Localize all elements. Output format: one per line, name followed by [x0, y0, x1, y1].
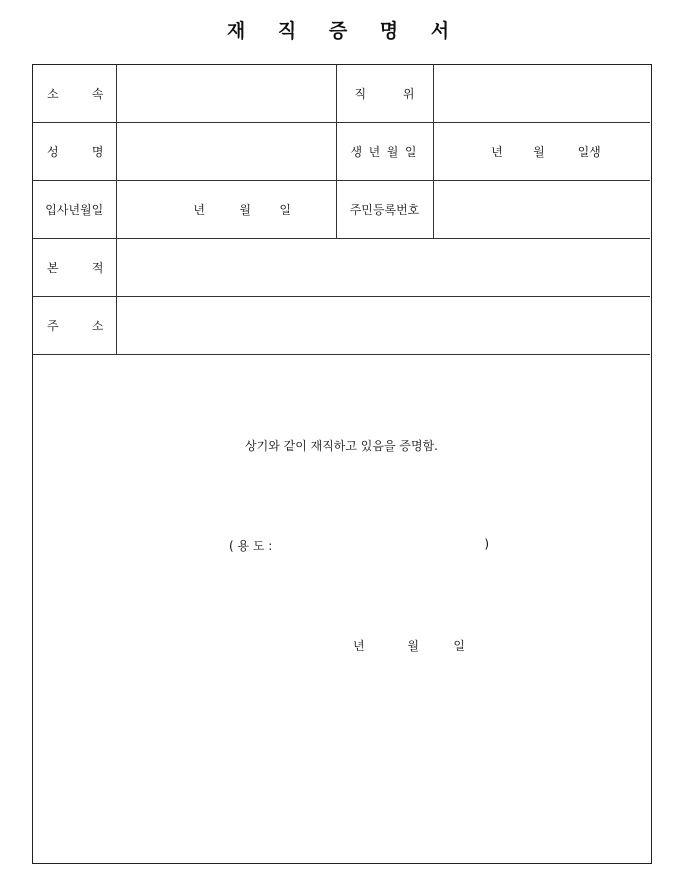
birth-date-label-cell [336, 123, 433, 181]
issue-day-unit: 일 [453, 639, 465, 653]
address-label-char: 소 [91, 319, 104, 333]
birth-date-value-cell[interactable] [433, 123, 650, 181]
purpose-value[interactable] [272, 537, 484, 554]
hire-date-value-cell[interactable] [116, 181, 336, 239]
birth-day-suffix: 일생 [577, 145, 601, 159]
purpose-open-label: ( 용 도 : [229, 539, 273, 553]
affiliation-value-cell[interactable] [116, 65, 336, 123]
position-label-char: 직 [354, 87, 367, 101]
name-label-char: 성 [47, 145, 59, 159]
birth-date-label-char: 년 [368, 145, 381, 159]
issue-month-unit: 월 [407, 639, 419, 653]
issue-date-line [353, 637, 465, 654]
position-label-cell [336, 65, 433, 123]
purpose-close-paren: ) [484, 537, 489, 551]
domicile-label-char: 본 [47, 261, 59, 275]
row-domicile [33, 239, 650, 297]
name-label-char: 명 [91, 145, 104, 159]
name-value-cell[interactable] [116, 123, 336, 181]
hire-day-unit: 일 [279, 203, 291, 217]
certification-statement: 상기와 같이 재직하고 있음을 증명함. [245, 439, 438, 453]
position-label-char: 위 [402, 87, 415, 101]
birth-year-unit: 년 [491, 145, 503, 159]
resident-number-value-cell[interactable] [433, 181, 650, 239]
issue-year-unit: 년 [353, 639, 365, 653]
info-table [33, 65, 650, 355]
domicile-label-cell [33, 239, 116, 297]
row-address [33, 297, 650, 355]
certificate-form [32, 64, 652, 864]
document-title: 재 직 증 명 서 [226, 20, 463, 42]
birth-date-label-char: 일 [404, 145, 417, 159]
position-value-cell[interactable] [433, 65, 650, 123]
domicile-value-cell[interactable] [116, 239, 650, 297]
name-label-cell [33, 123, 116, 181]
address-label-cell [33, 297, 116, 355]
affiliation-label-char: 속 [91, 87, 104, 101]
birth-month-unit: 월 [533, 145, 545, 159]
affiliation-label-char: 소 [47, 87, 59, 101]
affiliation-label-cell [33, 65, 116, 123]
row-hire-resident [33, 181, 650, 239]
birth-date-label-char: 생 [350, 145, 363, 159]
hire-month-unit: 월 [239, 203, 251, 217]
birth-date-label-char: 월 [386, 145, 399, 159]
resident-number-label-cell: 주민등록번호 [336, 181, 433, 239]
row-name-birth [33, 123, 650, 181]
hire-date-label-cell: 입사년월일 [33, 181, 116, 239]
row-affiliation-position [33, 65, 650, 123]
purpose-line [229, 537, 489, 554]
address-value-cell[interactable] [116, 297, 650, 355]
address-label-char: 주 [47, 319, 59, 333]
domicile-label-char: 적 [91, 261, 104, 275]
hire-year-unit: 년 [193, 203, 205, 217]
